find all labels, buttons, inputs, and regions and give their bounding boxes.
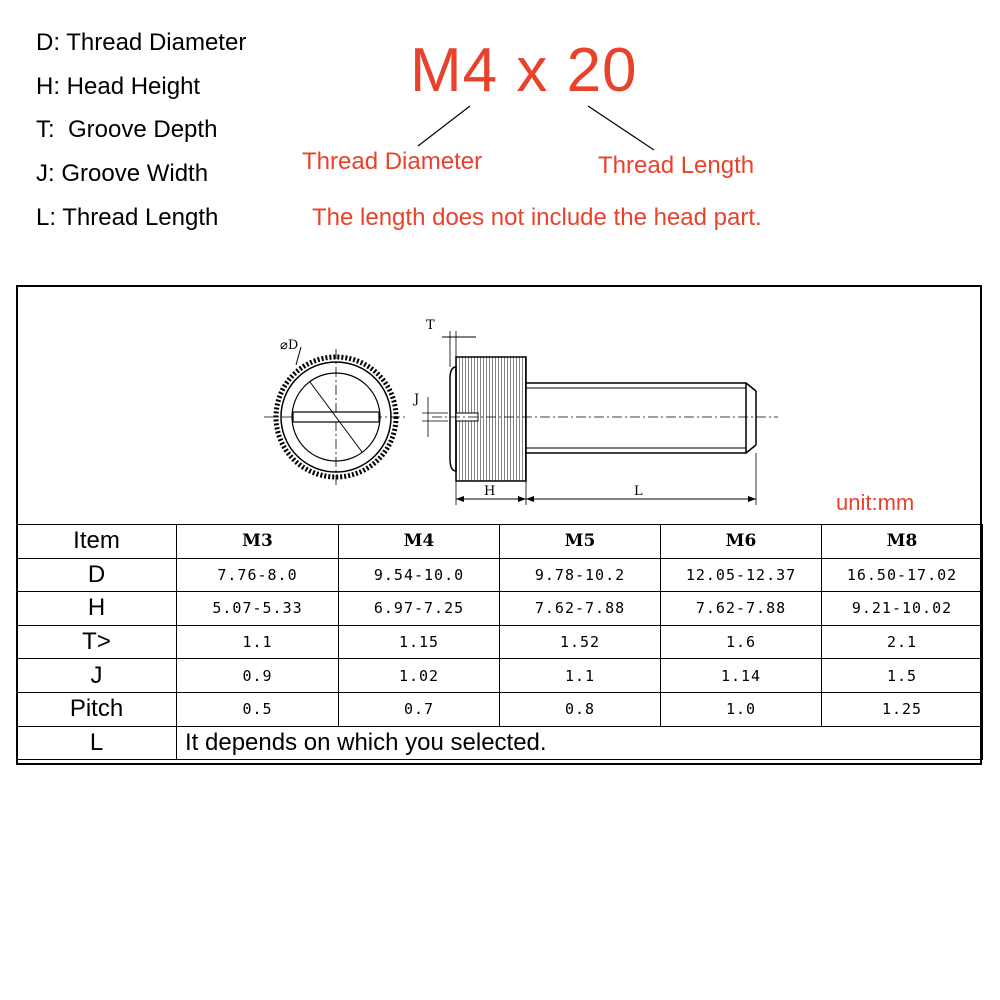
h-dim-label: H	[484, 484, 496, 499]
legend-item-h: H: Head Height	[36, 72, 201, 100]
t-dim-label: T	[426, 318, 435, 333]
table-cell: 1.02	[339, 659, 500, 693]
table-cell: 1.6	[661, 625, 822, 659]
specification-table	[16, 524, 983, 760]
diameter-dim-label: ⌀D	[280, 338, 299, 353]
table-row	[17, 625, 983, 659]
table-cell: 0.7	[339, 692, 500, 726]
table-row	[17, 659, 983, 693]
table-row-length	[17, 726, 983, 760]
table-row	[17, 558, 983, 592]
row-label: T>	[17, 625, 177, 659]
table-cell: 16.50-17.02	[822, 558, 983, 592]
table-row	[17, 592, 983, 626]
table-cell: 7.76-8.0	[177, 558, 339, 592]
table-corner: Item	[17, 525, 177, 559]
table-cell: 1.1	[500, 659, 661, 693]
table-cell: 5.07-5.33	[177, 592, 339, 626]
row-label: Pitch	[17, 692, 177, 726]
length-note-cell: It depends on which you selected.	[177, 726, 983, 760]
table-cell: 1.0	[661, 692, 822, 726]
table-cell: 9.54-10.0	[339, 558, 500, 592]
table-cell: 7.62-7.88	[500, 592, 661, 626]
legend-item-t: T: Groove Depth	[36, 116, 218, 144]
table-cell: 9.21-10.02	[822, 592, 983, 626]
column-header: M3	[177, 525, 339, 559]
row-label: H	[17, 592, 177, 626]
length-pointer-line	[588, 106, 654, 150]
column-header: M5	[500, 525, 661, 559]
table-header-row	[17, 525, 983, 559]
row-label: J	[17, 659, 177, 693]
length-note: The length does not include the head part.	[312, 204, 762, 231]
table-cell: 1.5	[822, 659, 983, 693]
table-cell: 1.52	[500, 625, 661, 659]
table-cell: 7.62-7.88	[661, 592, 822, 626]
table-cell: 6.97-7.25	[339, 592, 500, 626]
diameter-pointer-line	[418, 106, 470, 146]
column-header: M8	[822, 525, 983, 559]
table-cell: 12.05-12.37	[661, 558, 822, 592]
table-cell: 2.1	[822, 625, 983, 659]
row-label: L	[17, 726, 177, 760]
j-dim-label: J	[414, 392, 420, 407]
legend-item-d: D: Thread Diameter	[36, 29, 247, 56]
unit-label: unit:mm	[836, 490, 915, 515]
thread-diameter-label: Thread Diameter	[302, 148, 483, 175]
row-label: D	[17, 558, 177, 592]
screw-side-view	[412, 318, 778, 505]
table-cell: 1.15	[339, 625, 500, 659]
table-cell: 1.25	[822, 692, 983, 726]
table-cell: 1.14	[661, 659, 822, 693]
table-cell: 9.78-10.2	[500, 558, 661, 592]
l-dim-label: L	[634, 484, 643, 499]
screw-end-view	[264, 338, 408, 487]
table-row	[17, 692, 983, 726]
table-cell: 0.5	[177, 692, 339, 726]
dimension-legend	[36, 28, 246, 246]
legend-item-j: J: Groove Width	[36, 160, 209, 188]
table-cell: 1.1	[177, 625, 339, 659]
table-cell: 0.8	[500, 692, 661, 726]
table-cell: 0.9	[177, 659, 339, 693]
column-header: M6	[661, 525, 822, 559]
legend-item-l: L: Thread Length	[36, 203, 219, 231]
column-header: M4	[339, 525, 500, 559]
thread-length-label: Thread Length	[598, 152, 755, 179]
size-title: M4 x 20	[410, 36, 638, 105]
